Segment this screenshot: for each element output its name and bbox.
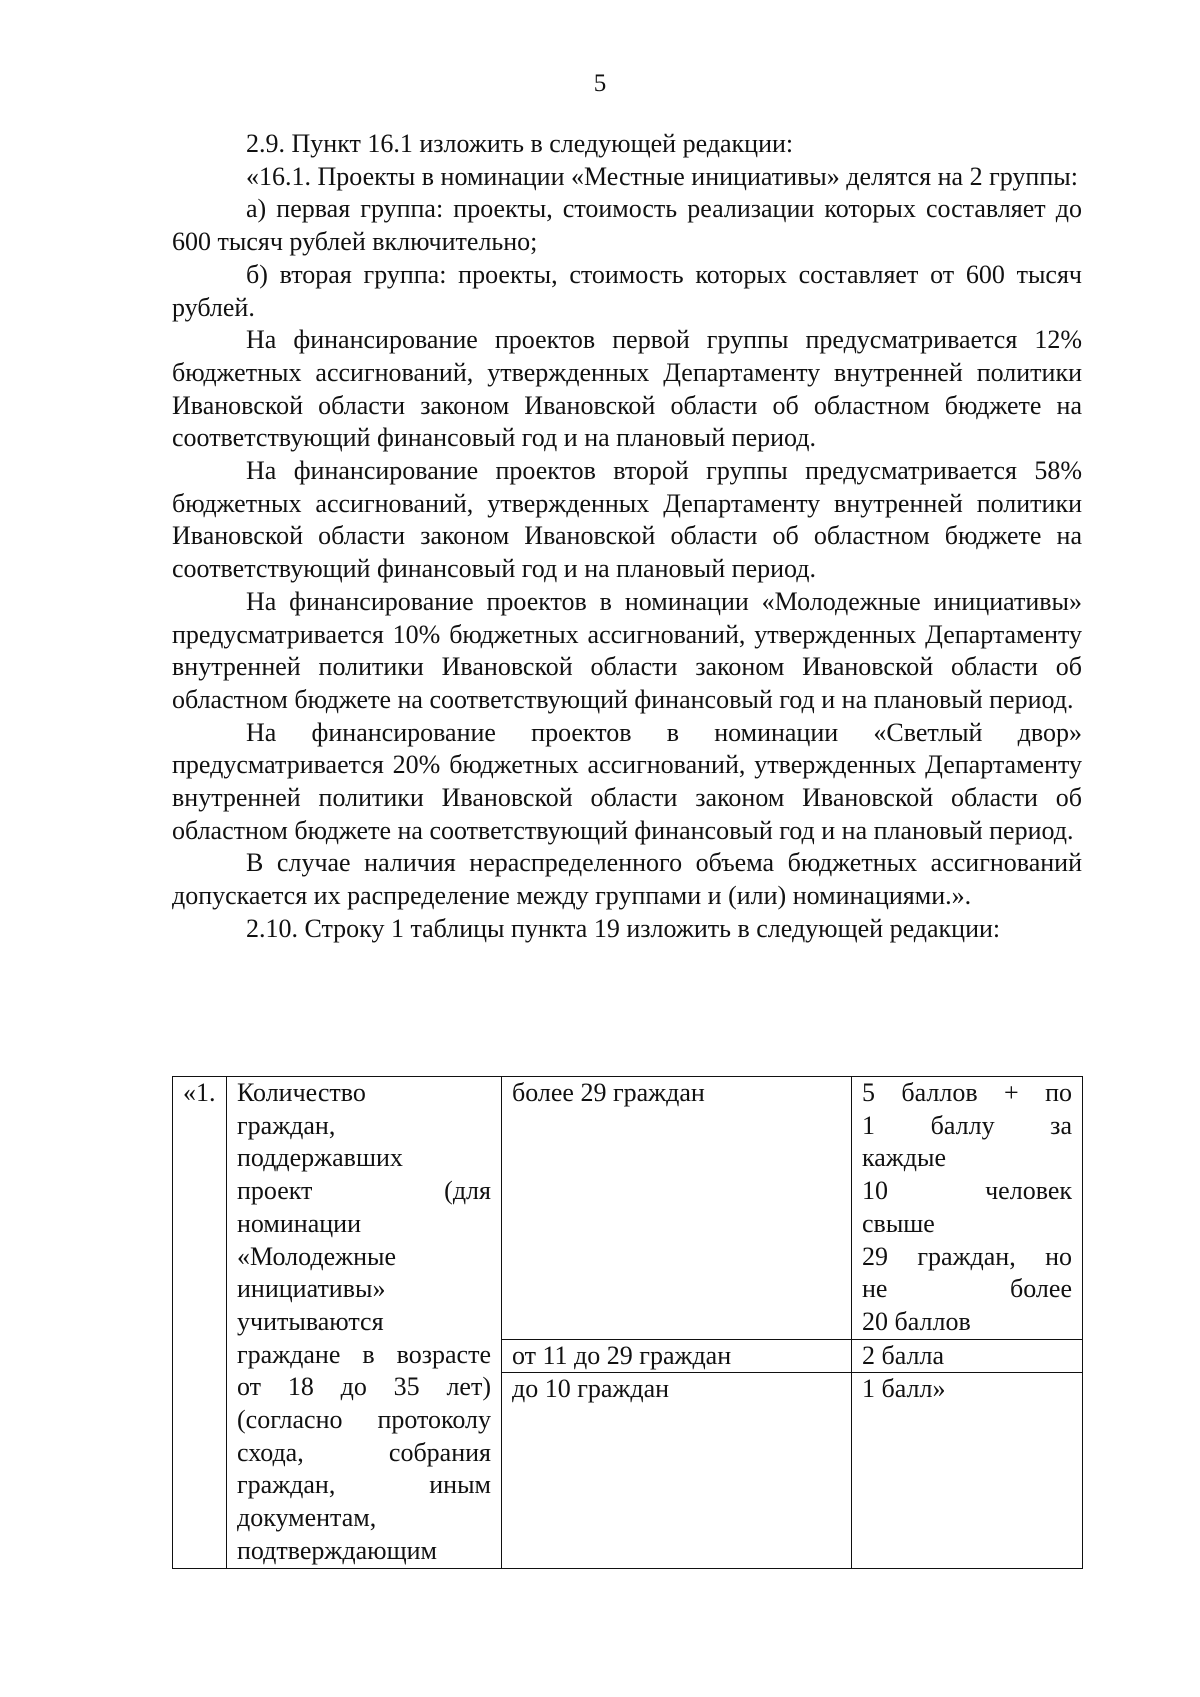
row-number-cell bbox=[173, 1077, 227, 1569]
criterion-line: «Молодежные bbox=[237, 1241, 397, 1271]
criterion-line: граждане в возрасте bbox=[237, 1339, 491, 1369]
condition-cell bbox=[502, 1373, 852, 1569]
condition-cell bbox=[502, 1339, 852, 1373]
criterion-line: инициативы» bbox=[237, 1274, 386, 1304]
document-body bbox=[172, 128, 1082, 946]
criterion-line: номинации bbox=[237, 1208, 361, 1238]
paragraph-group-b: б) вторая группа: проекты, стоимость которых составляет от 600 тысяч рублей. bbox=[172, 259, 1082, 322]
criterion-line: учитываются bbox=[237, 1306, 384, 1336]
points-line: 1 баллу за bbox=[862, 1110, 1072, 1140]
points-line: 20 баллов bbox=[862, 1306, 971, 1336]
paragraph-funding-youth: На финансирование проектов в номинации «Молодежные инициативы» предусматривается 10% бюджетных ассигнований, утвержденных Департаменту внутренней политики Ивановской области законом Ивановской области об областном бюджете на соответствующий финансовый год и на плановый период. bbox=[172, 586, 1082, 714]
points-line: 1 балл» bbox=[862, 1374, 946, 1404]
paragraph-funding-first-group: На финансирование проектов первой группы предусматривается 12% бюджетных ассигнований, утвержденных Департаменту внутренней политики Ивановской области законом Ивановской области об областном бюджете на соответствующий финансовый год и на плановый период. bbox=[172, 325, 1082, 453]
points-line: 29 граждан, но bbox=[862, 1241, 1072, 1271]
paragraph-2-10: 2.10. Строку 1 таблицы пункта 19 изложить в следующей редакции: bbox=[246, 913, 1001, 943]
page-number: 5 bbox=[593, 70, 607, 97]
condition-text: до 10 граждан bbox=[512, 1374, 670, 1404]
condition-text: от 11 до 29 граждан bbox=[512, 1340, 732, 1370]
condition-cell bbox=[502, 1077, 852, 1340]
criterion-line: поддержавших bbox=[237, 1143, 403, 1173]
paragraph-funding-second-group: На финансирование проектов второй группы предусматривается 58% бюджетных ассигнований, утвержденных Департаменту внутренней политики Ивановской области законом Ивановской области об областном бюджете на соответствующий финансовый год и на плановый период. bbox=[172, 456, 1082, 584]
points-cell bbox=[852, 1373, 1083, 1569]
paragraph-2-9: 2.9. Пункт 16.1 изложить в следующей редакции: bbox=[246, 129, 794, 158]
paragraph-funding-bright-yard: На финансирование проектов в номинации «Светлый двор» предусматривается 20% бюджетных ассигнований, утвержденных Департаменту внутренней политики Ивановской области законом Ивановской области об областном бюджете на соответствующий финансовый год и на плановый период. bbox=[172, 717, 1082, 845]
condition-text: более 29 граждан bbox=[512, 1078, 705, 1107]
points-line: 2 балла bbox=[862, 1340, 944, 1370]
criterion-line: документам, bbox=[237, 1503, 377, 1533]
paragraph-16-1: «16.1. Проекты в номинации «Местные инициативы» делятся на 2 группы: bbox=[246, 161, 1078, 191]
criterion-line: граждан, иным bbox=[237, 1470, 491, 1500]
criterion-line: граждан, bbox=[237, 1110, 336, 1140]
points-line: свыше bbox=[862, 1208, 935, 1238]
criterion-line: подтверждающим bbox=[237, 1535, 437, 1565]
criteria-table bbox=[172, 1076, 1083, 1569]
row-number: «1. bbox=[183, 1078, 216, 1107]
criterion-line: (согласно протоколу bbox=[237, 1405, 491, 1435]
points-line: 10 человек bbox=[862, 1176, 1072, 1206]
points-cell bbox=[852, 1339, 1083, 1373]
criterion-line: Количество bbox=[237, 1078, 366, 1107]
paragraph-redistribution: В случае наличия нераспределенного объема бюджетных ассигнований допускается их распределение между группами и (или) номинациями.». bbox=[172, 848, 1082, 911]
criterion-line: от 18 до 35 лет) bbox=[237, 1372, 491, 1402]
points-line: 5 баллов + по bbox=[862, 1078, 1072, 1107]
criterion-cell bbox=[227, 1077, 502, 1569]
criterion-line: проект (для bbox=[237, 1176, 491, 1206]
table-row bbox=[173, 1077, 1083, 1340]
paragraph-group-a: а) первая группа: проекты, стоимость реализации которых составляет до 600 тысяч рублей включительно; bbox=[172, 194, 1082, 257]
points-cell bbox=[852, 1077, 1083, 1340]
criterion-line: схода, собрания bbox=[237, 1437, 491, 1467]
points-line: не более bbox=[862, 1274, 1072, 1304]
points-line: каждые bbox=[862, 1143, 946, 1173]
